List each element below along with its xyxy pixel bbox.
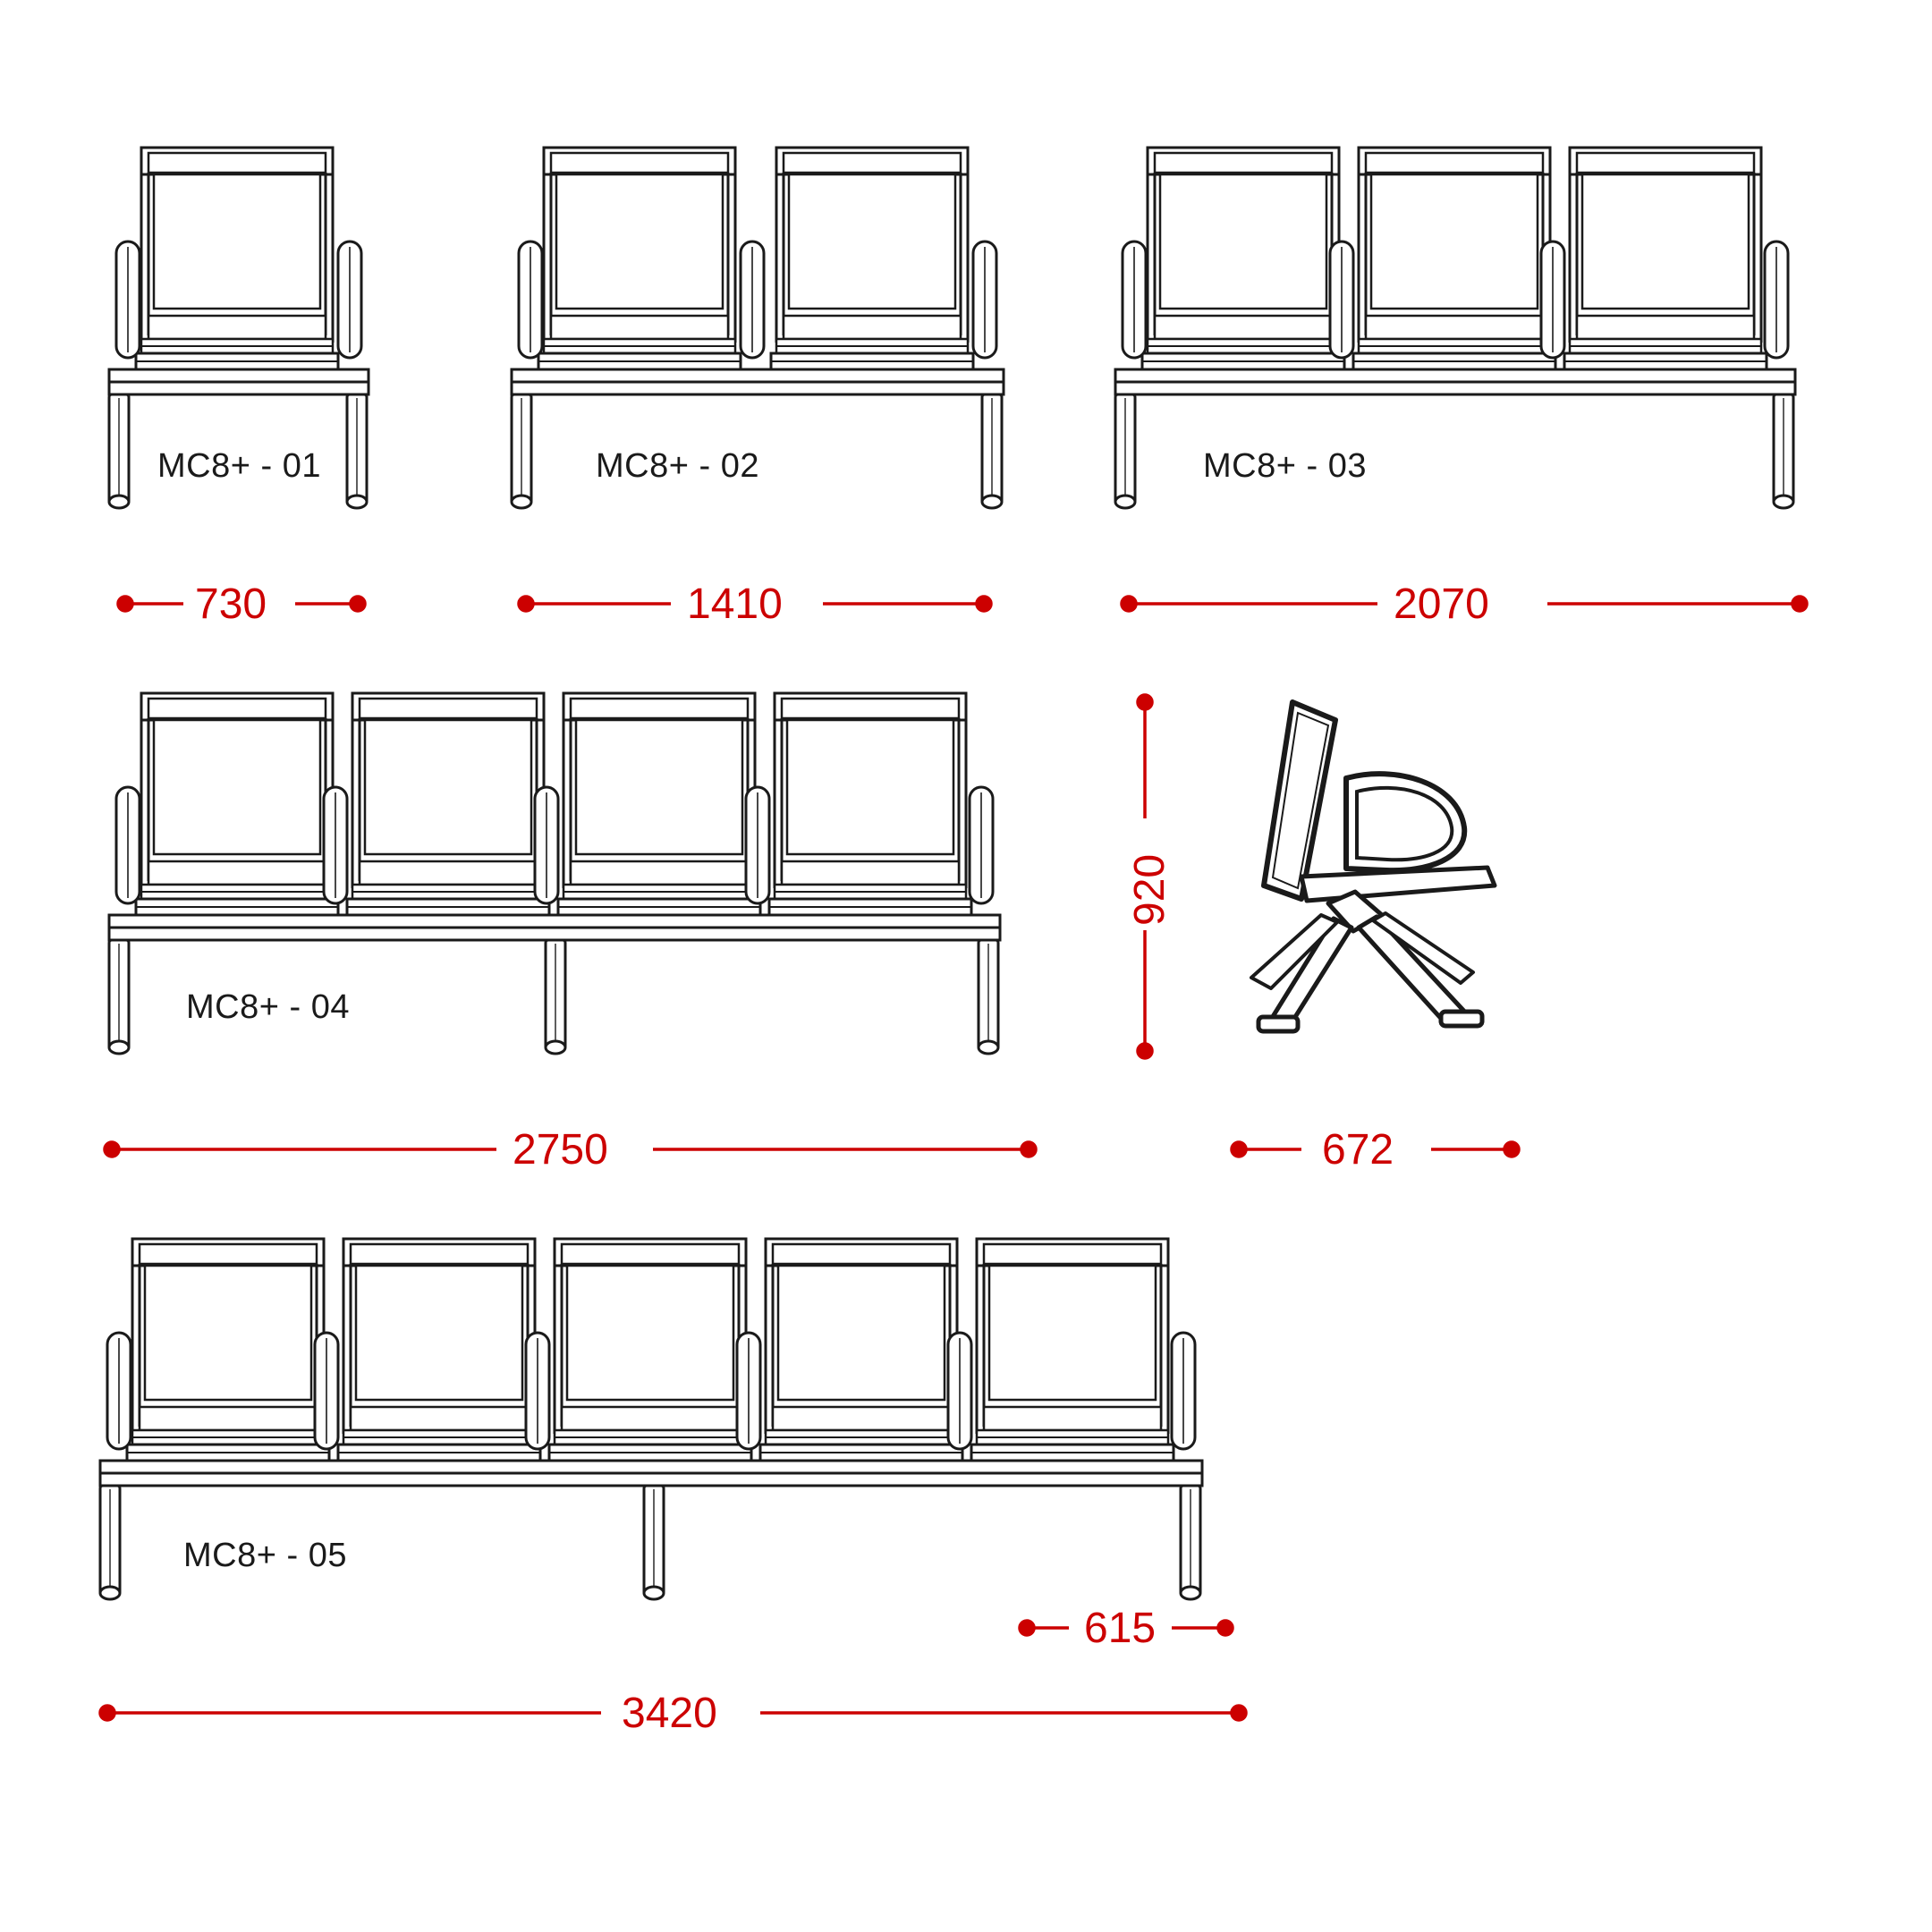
dim-label-2070: 2070: [1394, 580, 1489, 628]
side-elevation-view: [1251, 702, 1495, 1031]
dim-label-2750: 2750: [513, 1126, 608, 1174]
dim-label-672: 672: [1322, 1126, 1394, 1174]
dim-label-3420: 3420: [622, 1690, 717, 1737]
model-label-mc8-03: MC8+ - 03: [1203, 447, 1367, 485]
model-label-mc8-05: MC8+ - 05: [183, 1537, 347, 1574]
dim-label-730: 730: [195, 580, 267, 628]
dim-label-920: 920: [1126, 853, 1174, 926]
model-label-mc8-02: MC8+ - 02: [596, 447, 759, 485]
model-label-mc8-01: MC8+ - 01: [157, 447, 321, 485]
model-label-mc8-04: MC8+ - 04: [186, 988, 350, 1026]
dim-label-615: 615: [1084, 1605, 1157, 1652]
dim-label-1410: 1410: [687, 580, 783, 628]
